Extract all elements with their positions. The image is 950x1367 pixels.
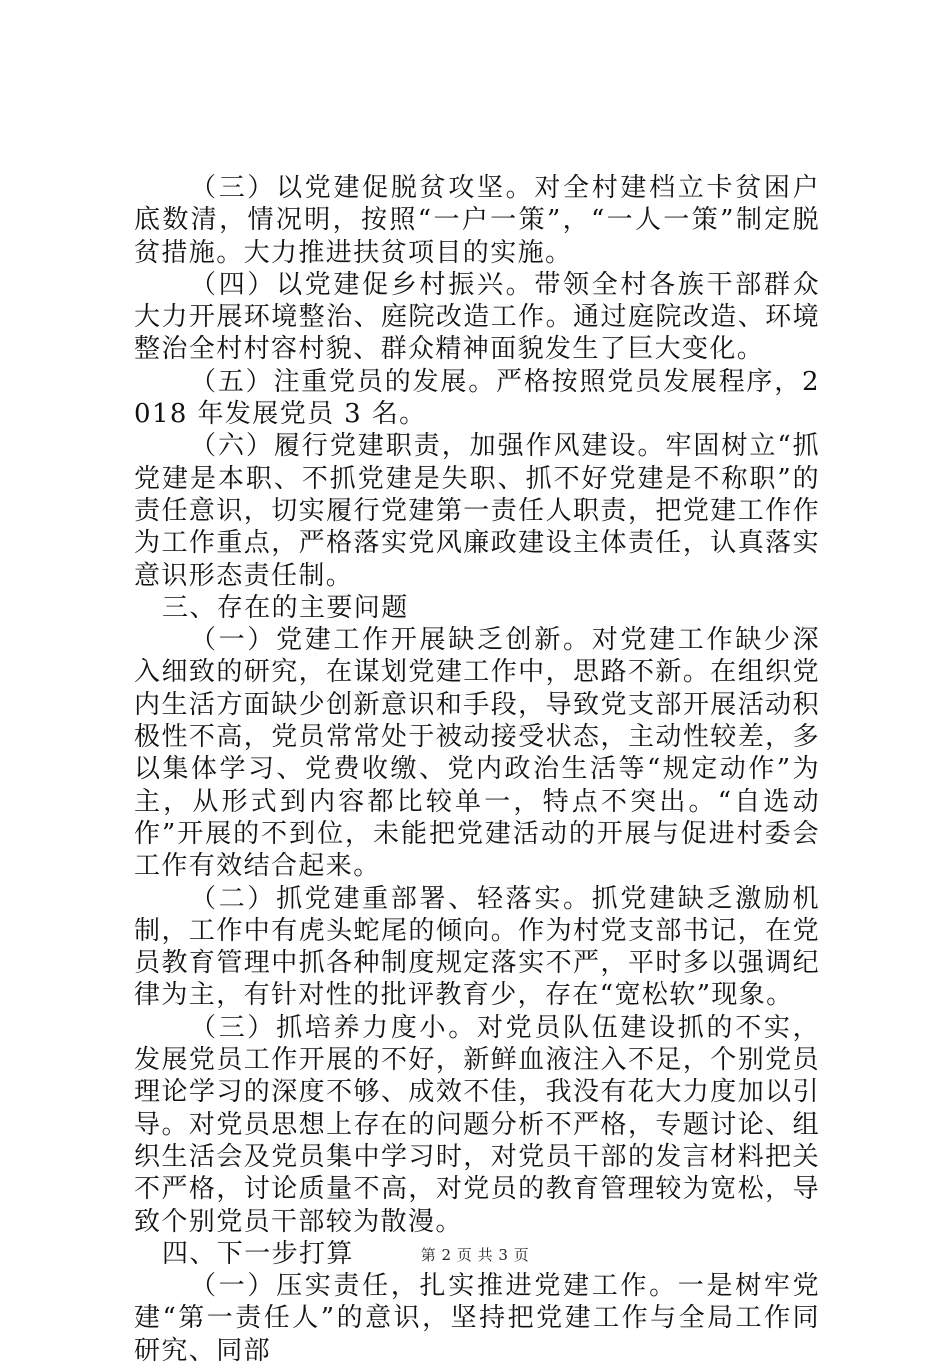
paragraph-weak-training: （三）抓培养力度小。对党员队伍建设抓的不实，发展党员工作开展的不好，新鲜血液注入不足，个别党员理论学习的深度不够、成效不佳，我没有花大力度加以引导。对党员思想上存在的问题分析不严格，专题讨论、组织生活会及党员集中学习时，对党员干部的发言材料把关不严格，讨论质量不高，对党员的教育管理较为宽松，导致个别党员干部较为散漫。 bbox=[134, 1012, 820, 1237]
paragraph-responsibility: （一）压实责任，扎实推进党建工作。一是树牢党建“第一责任人”的意识，坚持把党建工作与全局工作同研究、同部 bbox=[134, 1271, 820, 1366]
paragraph-lack-of-innovation: （一）党建工作开展缺乏创新。对党建工作缺少深入细致的研究，在谋划党建工作中，思路不新。在组织党内生活方面缺少创新意识和手段，导致党支部开展活动积极性不高，党员常常处于被动接受状态，主动性较差，多以集体学习、党费收缴、党内政治生活等“规定动作”为主，从形式到内容都比较单一，特点不突出。“自选动作”开展的不到位，未能把党建活动的开展与促进村委会工作有效结合起来。 bbox=[134, 625, 820, 882]
paragraph-rural-revitalization: （四）以党建促乡村振兴。带领全村各族干部群众大力开展环境整治、庭院改造工作。通过庭院改造、环境整治全村村容村貌、群众精神面貌发生了巨大变化。 bbox=[134, 269, 820, 365]
document-body bbox=[134, 172, 820, 1367]
page-number-footer: 第 2 页 共 3 页 bbox=[420, 1246, 530, 1264]
section-heading-main-problems: 三、存在的主要问题 bbox=[162, 592, 409, 623]
paragraph-weak-implementation: （二）抓党建重部署、轻落实。抓党建缺乏激励机制，工作中有虎头蛇尾的倾向。作为村党支部书记，在党员教育管理中抓各种制度规定落实不严，平时多以强调纪律为主，有针对性的批评教育少，存在“宽松软”现象。 bbox=[134, 883, 820, 1011]
paragraph-poverty-alleviation: （三）以党建促脱贫攻坚。对全村建档立卡贫困户底数清，情况明，按照“一户一策”，“一人一策”制定脱贫措施。大力推进扶贫项目的实施。 bbox=[134, 173, 820, 268]
section-heading-next-steps: 四、下一步打算 bbox=[162, 1238, 354, 1269]
paragraph-party-duties: （六）履行党建职责，加强作风建设。牢固树立“抓党建是本职、不抓党建是失职、抓不好党建是不称职”的责任意识，切实履行党建第一责任人职责，把党建工作作为工作重点，严格落实党风廉政建设主体责任，认真落实意识形态责任制。 bbox=[134, 431, 820, 591]
paragraph-member-development: （五）注重党员的发展。严格按照党员发展程序，2018 年发展党员 3 名。 bbox=[134, 366, 820, 430]
